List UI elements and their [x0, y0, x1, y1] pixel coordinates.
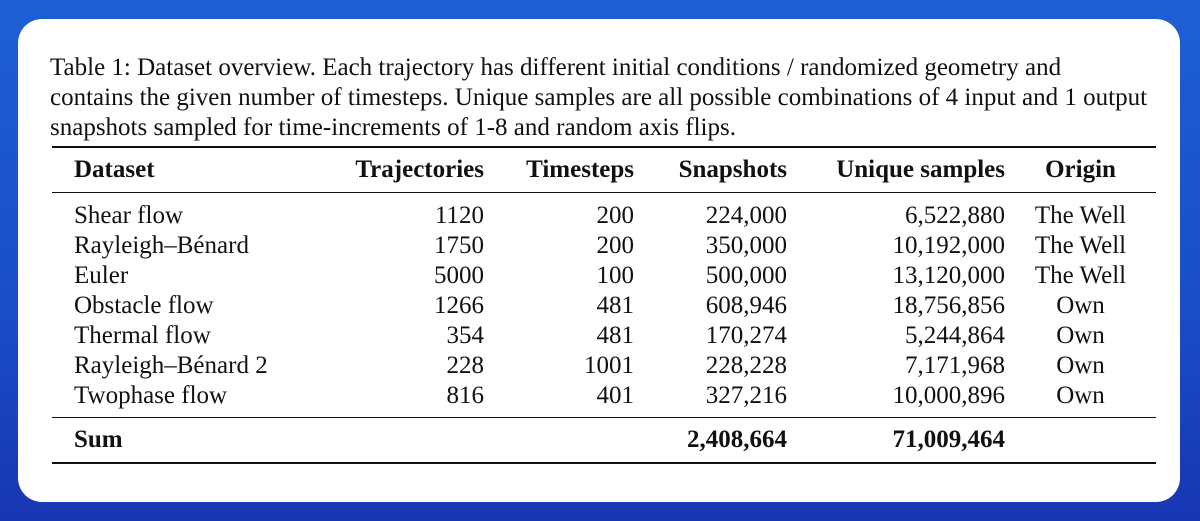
sum-origin — [1005, 418, 1156, 464]
cell-dataset: Twophase flow — [74, 382, 228, 409]
cell-origin: Own — [1056, 322, 1105, 349]
sum-timesteps — [484, 418, 634, 464]
cell-origin: The Well — [1034, 262, 1127, 289]
dataset-table — [52, 146, 1134, 464]
cell-origin: Own — [1056, 382, 1105, 409]
table-caption: Table 1: Dataset overview. Each trajectory has different initial conditions / randomized geometry and contains the given number of timesteps. Unique samples are all possible combinations of 4 input and 1 output snapshots sampled for time-increments of 1-8 and random axis flips. — [50, 54, 1148, 141]
table-row — [52, 381, 1156, 418]
header-dataset: Dataset — [74, 156, 155, 183]
cell-timesteps: 1001 — [584, 352, 634, 379]
cell-unique-samples: 10,000,896 — [892, 382, 1005, 409]
cell-trajectories: 1266 — [434, 292, 484, 319]
cell-dataset: Obstacle flow — [74, 292, 214, 319]
cell-unique-samples: 5,244,864 — [905, 322, 1005, 349]
cell-dataset: Rayleigh–Bénard — [74, 232, 249, 259]
cell-dataset: Thermal flow — [74, 322, 211, 349]
cell-snapshots: 228,228 — [705, 352, 787, 379]
sum-label: Sum — [74, 426, 123, 453]
table-header-row — [52, 147, 1156, 193]
cell-timesteps: 481 — [596, 292, 634, 319]
table-row — [52, 291, 1156, 321]
cell-trajectories: 354 — [446, 322, 484, 349]
cell-snapshots: 327,216 — [705, 382, 787, 409]
sum-row — [52, 418, 1156, 464]
cell-trajectories: 5000 — [434, 262, 484, 289]
cell-unique-samples: 13,120,000 — [892, 262, 1005, 289]
cell-timesteps: 100 — [596, 262, 634, 289]
cell-trajectories: 1120 — [434, 202, 484, 229]
cell-dataset: Euler — [74, 262, 129, 289]
cell-timesteps: 200 — [596, 232, 634, 259]
cell-dataset: Shear flow — [74, 202, 183, 229]
cell-unique-samples: 10,192,000 — [892, 232, 1005, 259]
table-row — [52, 231, 1156, 261]
cell-timesteps: 200 — [596, 202, 634, 229]
header-trajectories: Trajectories — [355, 156, 484, 183]
cell-snapshots: 170,274 — [705, 322, 787, 349]
header-origin: Origin — [1045, 156, 1116, 183]
header-timesteps: Timesteps — [526, 156, 634, 183]
cell-unique-samples: 7,171,968 — [905, 352, 1005, 379]
cell-trajectories: 816 — [446, 382, 484, 409]
table-row — [52, 351, 1156, 381]
sum-snapshots: 2,408,664 — [687, 426, 787, 453]
cell-unique-samples: 6,522,880 — [905, 202, 1005, 229]
cell-snapshots: 500,000 — [705, 262, 787, 289]
cell-trajectories: 228 — [446, 352, 484, 379]
header-snapshots: Snapshots — [678, 156, 787, 183]
table-row — [52, 321, 1156, 351]
header-unique-samples: Unique samples — [836, 156, 1005, 183]
cell-origin: The Well — [1034, 202, 1127, 229]
cell-timesteps: 401 — [596, 382, 634, 409]
sum-trajectories — [304, 418, 484, 464]
cell-origin: The Well — [1034, 232, 1127, 259]
cell-snapshots: 350,000 — [705, 232, 787, 259]
cell-origin: Own — [1056, 352, 1105, 379]
cell-dataset: Rayleigh–Bénard 2 — [74, 352, 268, 379]
cell-trajectories: 1750 — [434, 232, 484, 259]
cell-origin: Own — [1056, 292, 1105, 319]
cell-snapshots: 608,946 — [705, 292, 787, 319]
table-row — [52, 193, 1156, 232]
cell-snapshots: 224,000 — [705, 202, 787, 229]
cell-unique-samples: 18,756,856 — [892, 292, 1005, 319]
sum-unique-samples: 71,009,464 — [892, 426, 1005, 453]
table-row — [52, 261, 1156, 291]
cell-timesteps: 481 — [596, 322, 634, 349]
